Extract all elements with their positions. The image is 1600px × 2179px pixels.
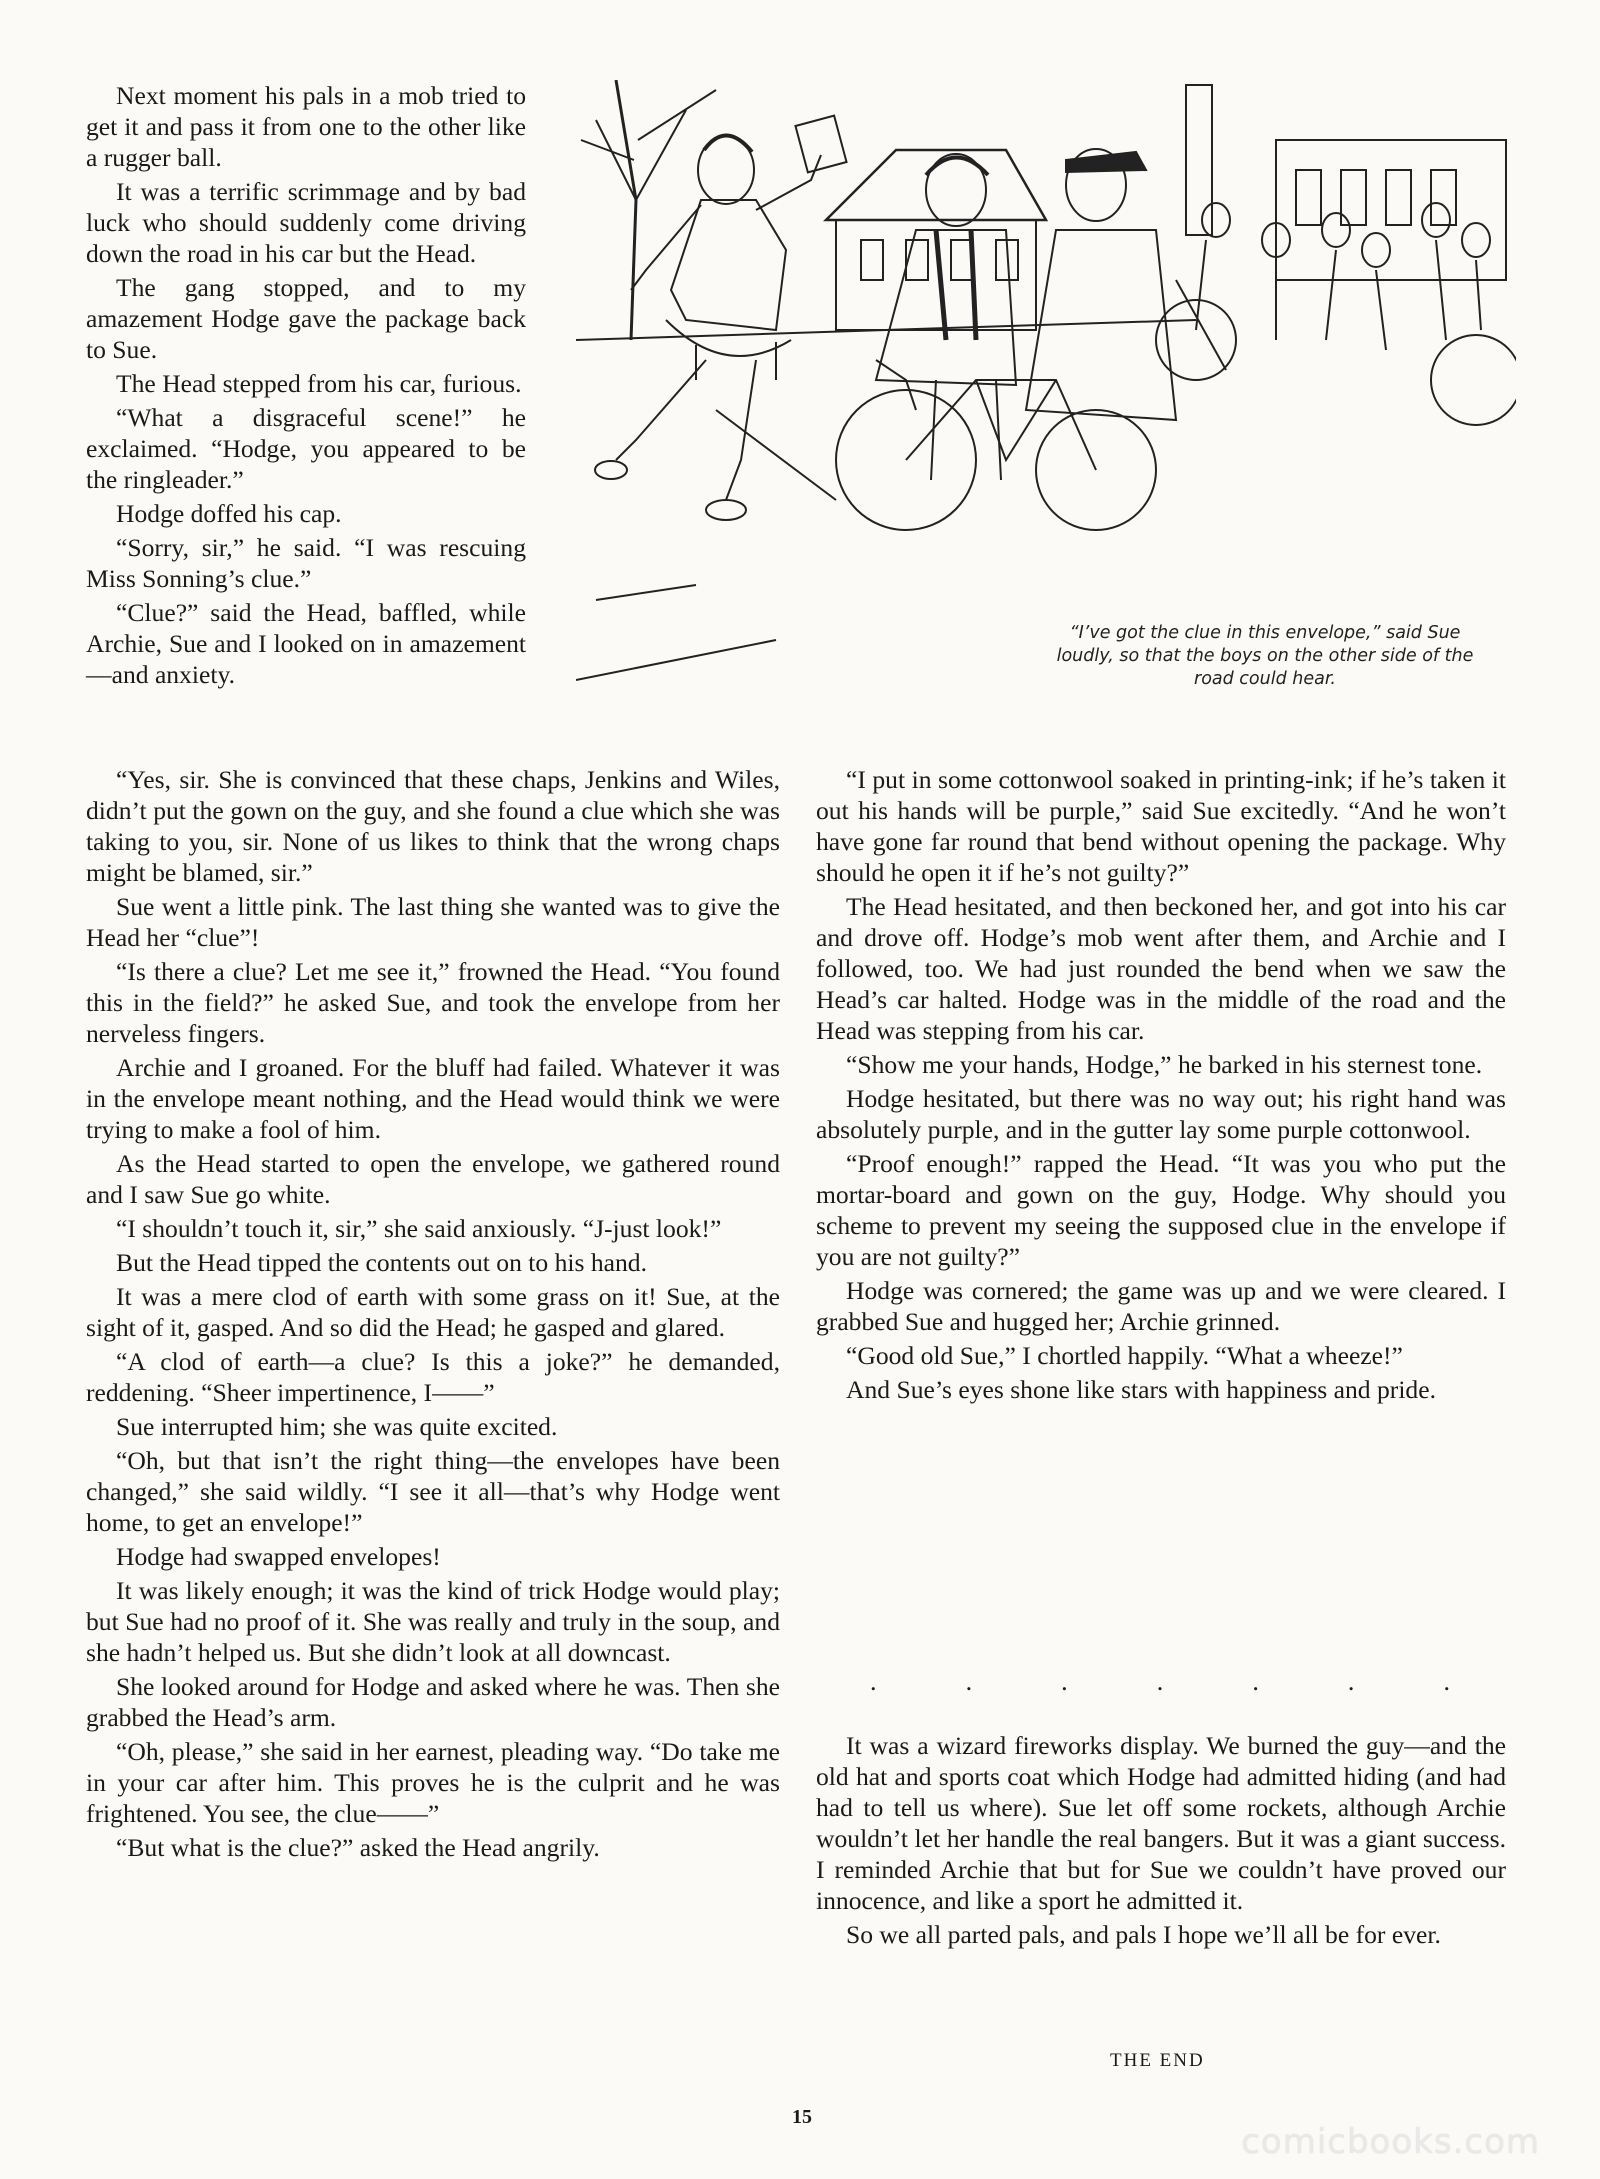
- paragraph: “Sorry, sir,” he said. “I was rescuing Miss Sonning’s clue.”: [86, 533, 526, 593]
- paragraph: Sue went a little pink. The last thing she wanted was to give the Head her “clue”!: [86, 892, 780, 952]
- page-number: 15: [792, 2106, 812, 2128]
- left-column-top: [86, 80, 526, 693]
- paragraph: Hodge doffed his cap.: [116, 499, 342, 528]
- paragraph: “Good old Sue,” I chortled happily. “What a wheeze!”: [846, 1341, 1403, 1370]
- paragraph: It was likely enough; it was the kind of trick Hodge would play; but Sue had no proof of it. She was really and truly in the soup, and she hadn’t helped us. But she didn’t look at all downcast.: [86, 1576, 780, 1667]
- paragraph: “I put in some cottonwool soaked in printing-ink; if he’s taken it out his hands will be purple,” said Sue excitedly. “And he won’t have gone far round that bend without opening the package. Why should he open it if he’s not guilty?”: [816, 765, 1506, 887]
- paragraph: “A clod of earth—a clue? Is this a joke?” he demanded, reddening. “Sheer impertinence, I——”: [86, 1347, 780, 1407]
- separator-dot: .: [1156, 1667, 1164, 1696]
- paragraph: The gang stopped, and to my amazement Hodge gave the package back to Sue.: [86, 273, 526, 364]
- separator-dot: .: [965, 1667, 973, 1696]
- paragraph: It was a mere clod of earth with some grass on it! Sue, at the sight of it, gasped. And so did the Head; he gasped and glared.: [86, 1282, 780, 1342]
- paragraph: As the Head started to open the envelope, we gathered round and I saw Sue go white.: [86, 1149, 780, 1209]
- paragraph: And Sue’s eyes shone like stars with happiness and pride.: [846, 1375, 1436, 1404]
- paragraph: Hodge was cornered; the game was up and we were cleared. I grabbed Sue and hugged her; Archie grinned.: [816, 1276, 1506, 1336]
- paragraph: The Head stepped from his car, furious.: [116, 369, 522, 398]
- paragraph: Next moment his pals in a mob tried to get it and pass it from one to the other like a rugger ball.: [86, 81, 526, 172]
- paragraph: Hodge hesitated, but there was no way out; his right hand was absolutely purple, and in the gutter lay some purple cottonwool.: [816, 1084, 1506, 1144]
- paragraph: But the Head tipped the contents out on to his hand.: [116, 1248, 647, 1277]
- left-column: [86, 764, 780, 1866]
- paragraph: “But what is the clue?” asked the Head angrily.: [116, 1833, 600, 1862]
- paragraph: “Oh, please,” she said in her earnest, pleading way. “Do take me in your car after him. This proves he is the culprit and he was frightened. You see, the clue——”: [86, 1737, 780, 1828]
- separator-dot: .: [1347, 1667, 1355, 1696]
- section-break-dots: [870, 1667, 1450, 1696]
- separator-dot: .: [1061, 1667, 1068, 1696]
- paragraph: It was a terrific scrimmage and by bad luck who should suddenly come driving down the road in his car but the Head.: [86, 177, 526, 268]
- paragraph: “Clue?” said the Head, baffled, while Archie, Sue and I looked on in amazement—and anxiety.: [86, 598, 526, 689]
- paragraph: “Oh, but that isn’t the right thing—the envelopes have been changed,” she said wildly. “I see it all—that’s why Hodge went home, to get an envelope!”: [86, 1446, 780, 1537]
- paragraph: “Proof enough!” rapped the Head. “It was you who put the mortar-board and gown on the guy, Hodge. Why should you scheme to prevent my seeing the supposed clue in the envelope if you are not guilty?”: [816, 1149, 1506, 1271]
- paragraph: So we all parted pals, and pals I hope we’ll all be for ever.: [846, 1920, 1441, 1949]
- separator-dot: .: [1252, 1667, 1259, 1696]
- paragraph: “Show me your hands, Hodge,” he barked in his sternest tone.: [846, 1050, 1483, 1079]
- illustration-caption: “I’ve got the clue in this envelope,” said Sue loudly, so that the boys on the other side of the road could hear.: [1040, 622, 1490, 691]
- the-end-label: THE END: [1110, 2050, 1205, 2071]
- separator-dot: .: [870, 1667, 877, 1696]
- paragraph: “What a disgraceful scene!” he exclaimed. “Hodge, you appeared to be the ringleader.”: [86, 403, 526, 494]
- paragraph: “Is there a clue? Let me see it,” frowned the Head. “You found this in the field?” he asked Sue, and took the envelope from her nerveless fingers.: [86, 957, 780, 1048]
- paragraph: The Head hesitated, and then beckoned her, and got into his car and drove off. Hodge’s mob went after them, and Archie and I followed, too. We had just rounded the bend when we saw the Head’s car halted. Hodge was in the middle of the road and the Head was stepping from his car.: [816, 892, 1506, 1045]
- paragraph: “Yes, sir. She is convinced that these chaps, Jenkins and Wiles, didn’t put the gown on the guy, and she found a clue which she was taking to you, sir. None of us likes to think that the wrong chaps might be blamed, sir.”: [86, 765, 780, 887]
- watermark: comicbooks.com: [1241, 2122, 1540, 2162]
- paragraph: Archie and I groaned. For the bluff had failed. Whatever it was in the envelope meant nothing, and the Head would think we were trying to make a fool of him.: [86, 1053, 780, 1144]
- paragraph: It was a wizard fireworks display. We burned the guy—and the old hat and sports coat which Hodge had admitted hiding (and had had to tell us where). Sue let off some rockets, although Archie wouldn’t let her handle the real bangers. But it was a giant success. I reminded Archie that but for Sue we couldn’t have proved our innocence, and like a sport he admitted it.: [816, 1731, 1506, 1915]
- separator-dot: .: [1443, 1667, 1450, 1696]
- paragraph: She looked around for Hodge and asked where he was. Then she grabbed the Head’s arm.: [86, 1672, 780, 1732]
- paragraph: “I shouldn’t touch it, sir,” she said anxiously. “J-just look!”: [116, 1214, 722, 1243]
- paragraph: Sue interrupted him; she was quite excited.: [116, 1412, 558, 1441]
- final-section: [816, 1730, 1506, 1953]
- paragraph: Hodge had swapped envelopes!: [116, 1542, 441, 1571]
- right-column: [816, 764, 1506, 1408]
